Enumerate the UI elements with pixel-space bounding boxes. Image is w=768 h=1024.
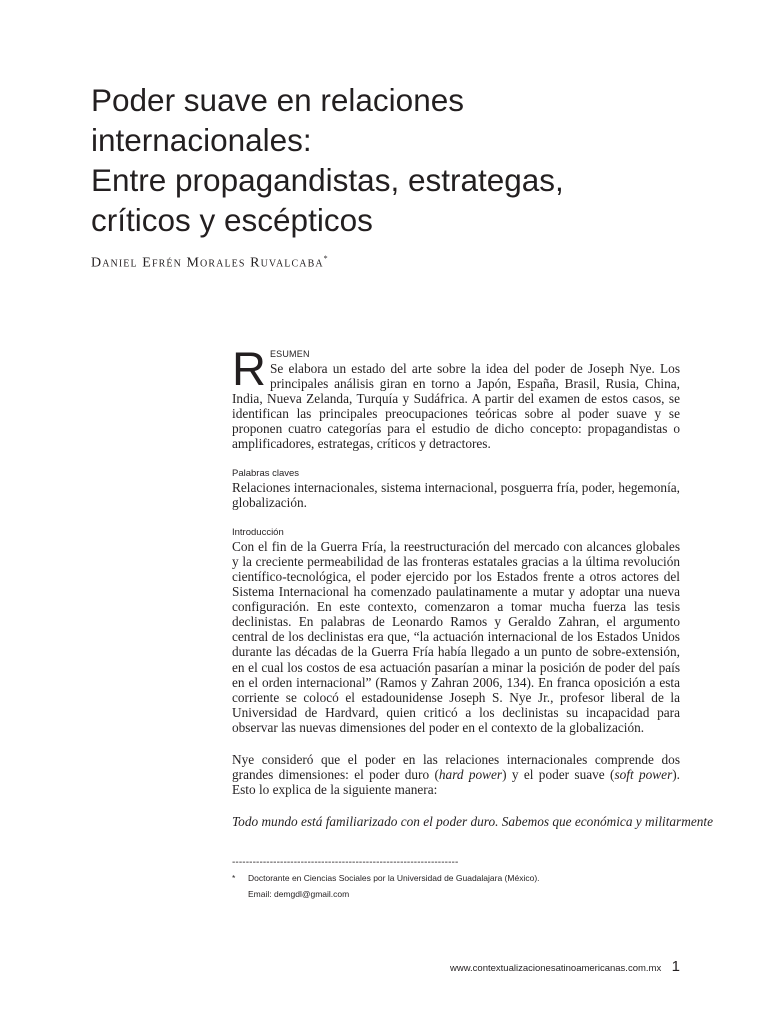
- title-line-2: internacionales:: [91, 122, 312, 158]
- introduction-paragraph-2: [232, 752, 680, 797]
- article-title: [91, 80, 731, 240]
- abstract-text: Se elabora un estado del arte sobre la idea del poder de Joseph Nye. Los principales análisis giran en torno a Japón, España, Brasil, Rusia, China, India, Nueva Zelanda, Turquía y Sudáfrica. A partir del examen de estos casos, se identifican las principales preocupaciones teóricas sobre al poder suave y se proponen cuatro categorías para el estudio de dicho concepto: propagandistas o amplificadores, estrategas, críticos y detractores.: [232, 361, 680, 452]
- keywords-text: Relaciones internacionales, sistema internacional, posguerra fría, poder, hegemonía, globalización.: [232, 479, 680, 510]
- introduction-section: [232, 526, 713, 830]
- keywords-label: Palabras claves: [232, 467, 300, 479]
- page-footer: [450, 958, 680, 976]
- soft-power-term: soft power: [614, 767, 673, 783]
- hard-power-term: hard power: [438, 767, 503, 783]
- page-number: 1: [671, 958, 680, 975]
- title-line-4: críticos y escépticos: [91, 202, 373, 238]
- footnote-email: Email: demgdl@gmail.com: [248, 889, 350, 899]
- footnote-marker: *: [232, 873, 236, 883]
- title-line-1: Poder suave en relaciones: [91, 82, 464, 118]
- author-name: Daniel Efrén Morales Ruvalcaba: [91, 255, 324, 271]
- keywords-section: [232, 468, 680, 510]
- introduction-paragraph-1: Con el fin de la Guerra Fría, la reestructuración del mercado con alcances globales y la creciente permeabilidad de las fronteras estatales gracias a la última revolución científico-tecnológica, el poder ejercido por los Estados frente a otros actores del Sistema Internacional ha comenzado paulatinamente a mutar y adoptar una nueva configuración. En este contexto, comenzaron a tomar mucha fuerza las tesis declinistas. En palabras de Leonardo Ramos y Geraldo Zahran, el argumento central de los declinistas era que, “la actuación internacional de los Estados Unidos durante las décadas de la Guerra Fría había llegado a un punto de sobre-extensión, en el cual los costos de esa actuación pasarían a minar la posición de poder del país en el orden internacional” (Ramos y Zahran 2006, 134). En franca oposición a esta corriente se colocó el estadounidense Joseph S. Nye Jr., profesor liberal de la Universidad de Hardvard, quien criticó a los declinistas su incapacidad para observar las nuevas dimensiones del poder en el contexto de la globalización.: [232, 538, 680, 735]
- journal-url: www.contextualizacionesatinoamericanas.com.mx: [449, 963, 662, 974]
- footnote-affiliation: Doctorante en Ciencias Sociales por la Universidad de Guadalajara (México).: [248, 873, 540, 883]
- introduction-label: Introducción: [232, 526, 284, 538]
- paragraph-2-text-a: Nye consideró que el poder en las relaciones internacionales comprende dos grandes dimensiones: el poder duro (: [232, 751, 680, 783]
- abstract: [232, 342, 680, 452]
- article-body: [232, 342, 713, 830]
- title-line-3: Entre propagandistas, estrategas,: [91, 162, 564, 198]
- abstract-dropcap: R: [232, 342, 266, 395]
- footnote-rule: ------------------------------------------------------------------: [232, 857, 459, 868]
- abstract-label: ESUMEN: [269, 349, 310, 359]
- paragraph-2-text-c: ). Esto lo explica de la siguiente manera:: [232, 767, 681, 798]
- block-quote: Todo mundo está familiarizado con el poder duro. Sabemos que económica y militarmente: [232, 814, 713, 830]
- footnote: [232, 870, 702, 902]
- paragraph-2-text-b: ) y el poder suave (: [502, 767, 615, 783]
- author-footnote-marker: *: [323, 254, 328, 263]
- author-byline: [91, 254, 328, 272]
